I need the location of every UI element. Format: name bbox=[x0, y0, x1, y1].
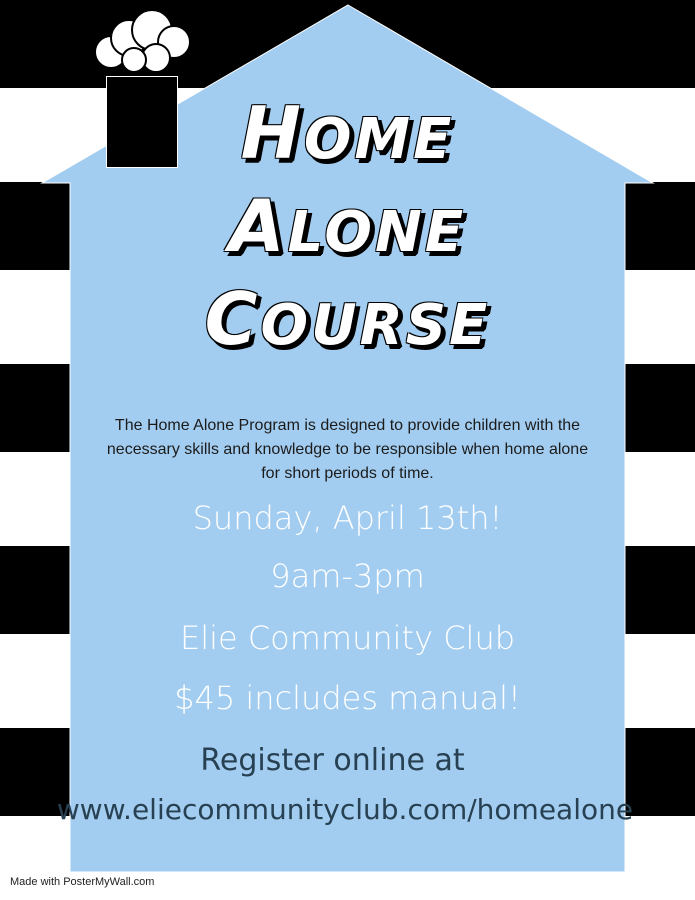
event-price: $45 includes manual! bbox=[174, 679, 521, 717]
title-text-home: HOME bbox=[240, 91, 455, 175]
title-text-course: COURSE bbox=[204, 277, 491, 361]
event-venue: Elie Community Club bbox=[179, 619, 516, 657]
smoke-cloud-icon bbox=[84, 8, 194, 78]
program-description: The Home Alone Program is designed to provide children with the necessary skills and knowledge to be responsible when home alone for short periods of time. bbox=[106, 417, 589, 482]
title-line-3 bbox=[70, 277, 625, 361]
title-text-alone: ALONE bbox=[228, 184, 467, 268]
register-text: Register online at bbox=[200, 743, 465, 778]
watermark-text: Made with PosterMyWall.com bbox=[10, 876, 155, 888]
event-date: Sunday, April 13th! bbox=[192, 499, 503, 537]
event-time: 9am-3pm bbox=[270, 557, 425, 595]
title-line-2 bbox=[70, 184, 625, 268]
title-line-1 bbox=[70, 91, 625, 175]
register-url-link[interactable]: www.eliecommunityclub.com/homealone bbox=[56, 793, 634, 826]
